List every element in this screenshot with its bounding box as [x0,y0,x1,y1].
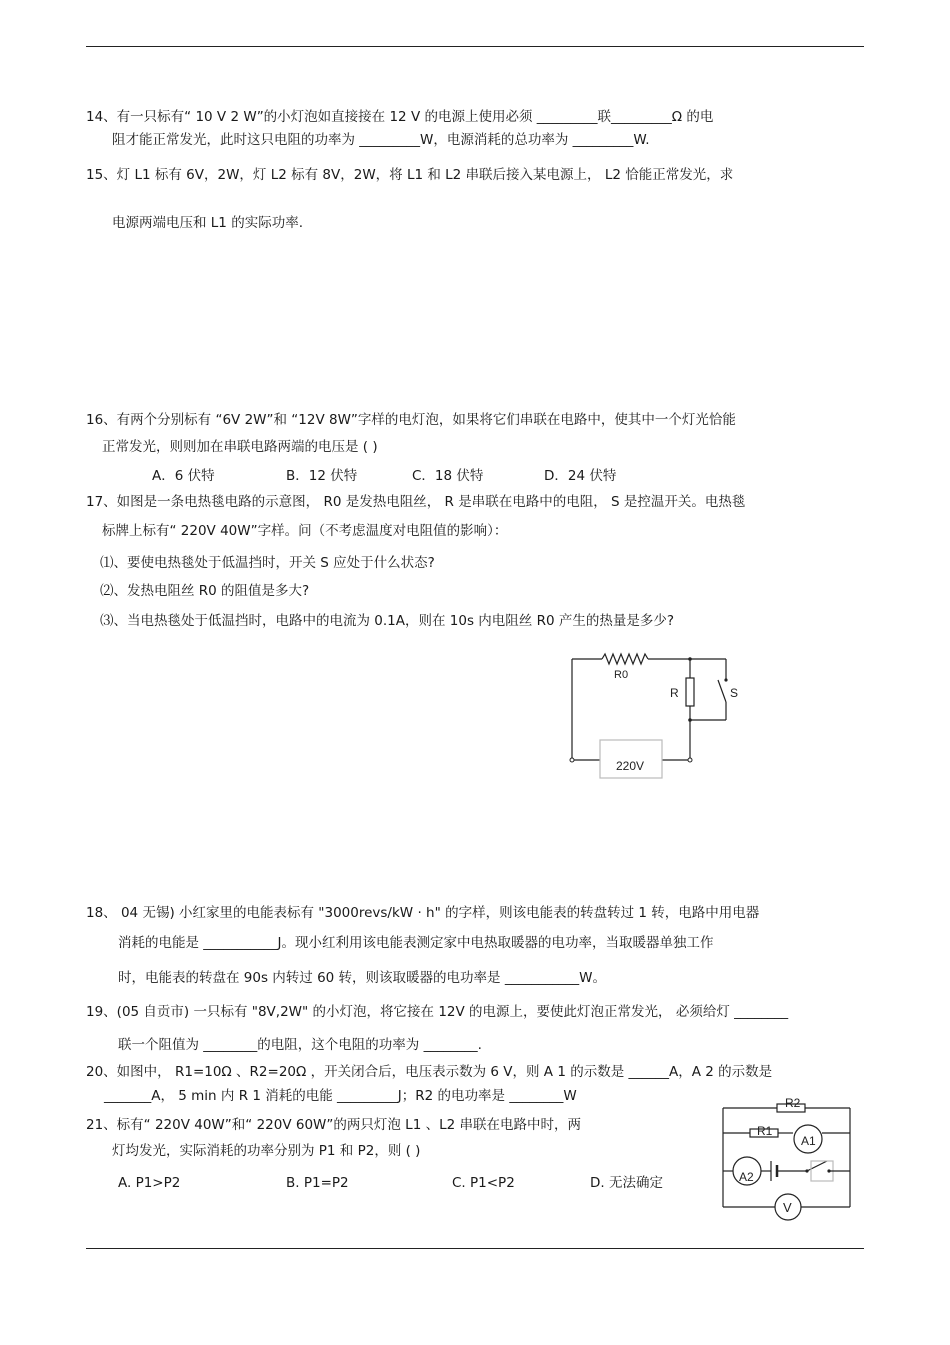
q18-line2: 消耗的电能是 ___________J。现小红利用该电能表测定家中电热取暖器的电功率，当取暖器单独工作 [118,935,714,951]
q14-line1: 14、有一只标有“ 10 V 2 W”的小灯泡如直接接在 12 V 的电源上使用必须 _________联_________Ω 的电 [86,109,714,125]
q17-line2: 标牌上标有“ 220V 40W”字样。问（不考虑温度对电阻值的影响）： [102,523,508,539]
terminal-left [570,758,574,762]
q19-line2: 联一个阻值为 ________的电阻，这个电阻的功率为 ________. [118,1037,482,1053]
q19-line1: 19、(05 自贡市) 一只标有 "8V,2W" 的小灯泡，将它接在 12V 的电源上，要使此灯泡正常发光， 必须给灯 ________ [86,1004,789,1020]
q16-option-d: D．24 伏特 [544,468,617,484]
switch-s [718,680,726,702]
terminal-right [688,758,692,762]
r2-label: R2 [785,1096,801,1110]
q16-line2: 正常发光，则则加在串联电路两端的电压是 ( ) [102,439,378,455]
q16-option-c: C．18 伏特 [412,468,484,484]
q16-option-a: A．6 伏特 [152,468,215,484]
r0-resistor [602,654,648,664]
r-resistor [686,678,694,706]
q18-line3: 时，电能表的转盘在 90s 内转过 60 转，则该取暖器的电功率是 ___________W。 [118,970,606,986]
q21-option-b: B. P1=P2 [286,1175,349,1191]
q15-line2: 电源两端电压和 L1 的实际功率. [112,215,303,231]
r-label: R [670,686,679,700]
v-label: V [783,1200,792,1215]
q16-option-b: B．12 伏特 [286,468,358,484]
q17-sub2: ⑵、发热电阻丝 R0 的阻值是多大? [100,583,310,599]
q17-sub3: ⑶、当电热毯处于低温挡时，电路中的电流为 0.1A，则在 10s 内电阻丝 R0 产生的热量是多少? [100,613,675,629]
q17-line1: 17、如图是一条电热毯电路的示意图， R0 是发热电阻丝， R 是串联在电路中的电阻， S 是控温开关。电热毯 [86,494,746,510]
q18-line1: 18、 04 无锡) 小红家里的电能表标有 "3000revs/kW · h" 的字样，则该电能表的转盘转过 1 转，电路中用电器 [86,905,760,921]
top-rule [86,46,864,47]
q20-circuit-diagram [715,1093,860,1223]
q21-option-d: D. 无法确定 [590,1175,663,1191]
q16-line1: 16、有两个分别标有 “6V 2W”和 “12V 8W”字样的电灯泡，如果将它们串联在电路中，使其中一个灯光恰能 [86,412,736,428]
switch [807,1161,827,1171]
q14-line2: 阻才能正常发光，此时这只电阻的功率为 _________W，电源消耗的总功率为 _________W. [112,132,650,148]
q21-line2: 灯均发光，实际消耗的功率分别为 P1 和 P2，则 ( ) [112,1143,421,1159]
r1-label: R1 [757,1124,773,1138]
q17-circuit-diagram [560,648,760,783]
q21-option-c: C. P1<P2 [452,1175,515,1191]
q15-line1: 15、灯 L1 标有 6V，2W，灯 L2 标有 8V，2W，将 L1 和 L2 串联后接入某电源上， L2 恰能正常发光，求 [86,167,734,183]
q21-line1: 21、标有“ 220V 40W”和“ 220V 60W”的两只灯泡 L1 、L2 串联在电路中时，两 [86,1117,581,1133]
a1-label: A1 [801,1134,816,1148]
source-label: 220V [616,759,645,773]
q21-option-a: A. P1>P2 [118,1175,181,1191]
a2-label: A2 [739,1170,754,1184]
q20-line2: _______A， 5 min 内 R 1 消耗的电能 _________J；R2 的电功率是 ________W [104,1088,577,1104]
q17-sub1: ⑴、要使电热毯处于低温挡时，开关 S 应处于什么状态? [100,555,435,571]
s-label: S [730,686,739,700]
r0-label: R0 [614,669,629,681]
q20-line1: 20、如图中， R1=10Ω 、R2=20Ω ，开关闭合后，电压表示数为 6 V，则 A 1 的示数是 ______A，A 2 的示数是 [86,1064,773,1080]
bottom-rule [86,1248,864,1249]
